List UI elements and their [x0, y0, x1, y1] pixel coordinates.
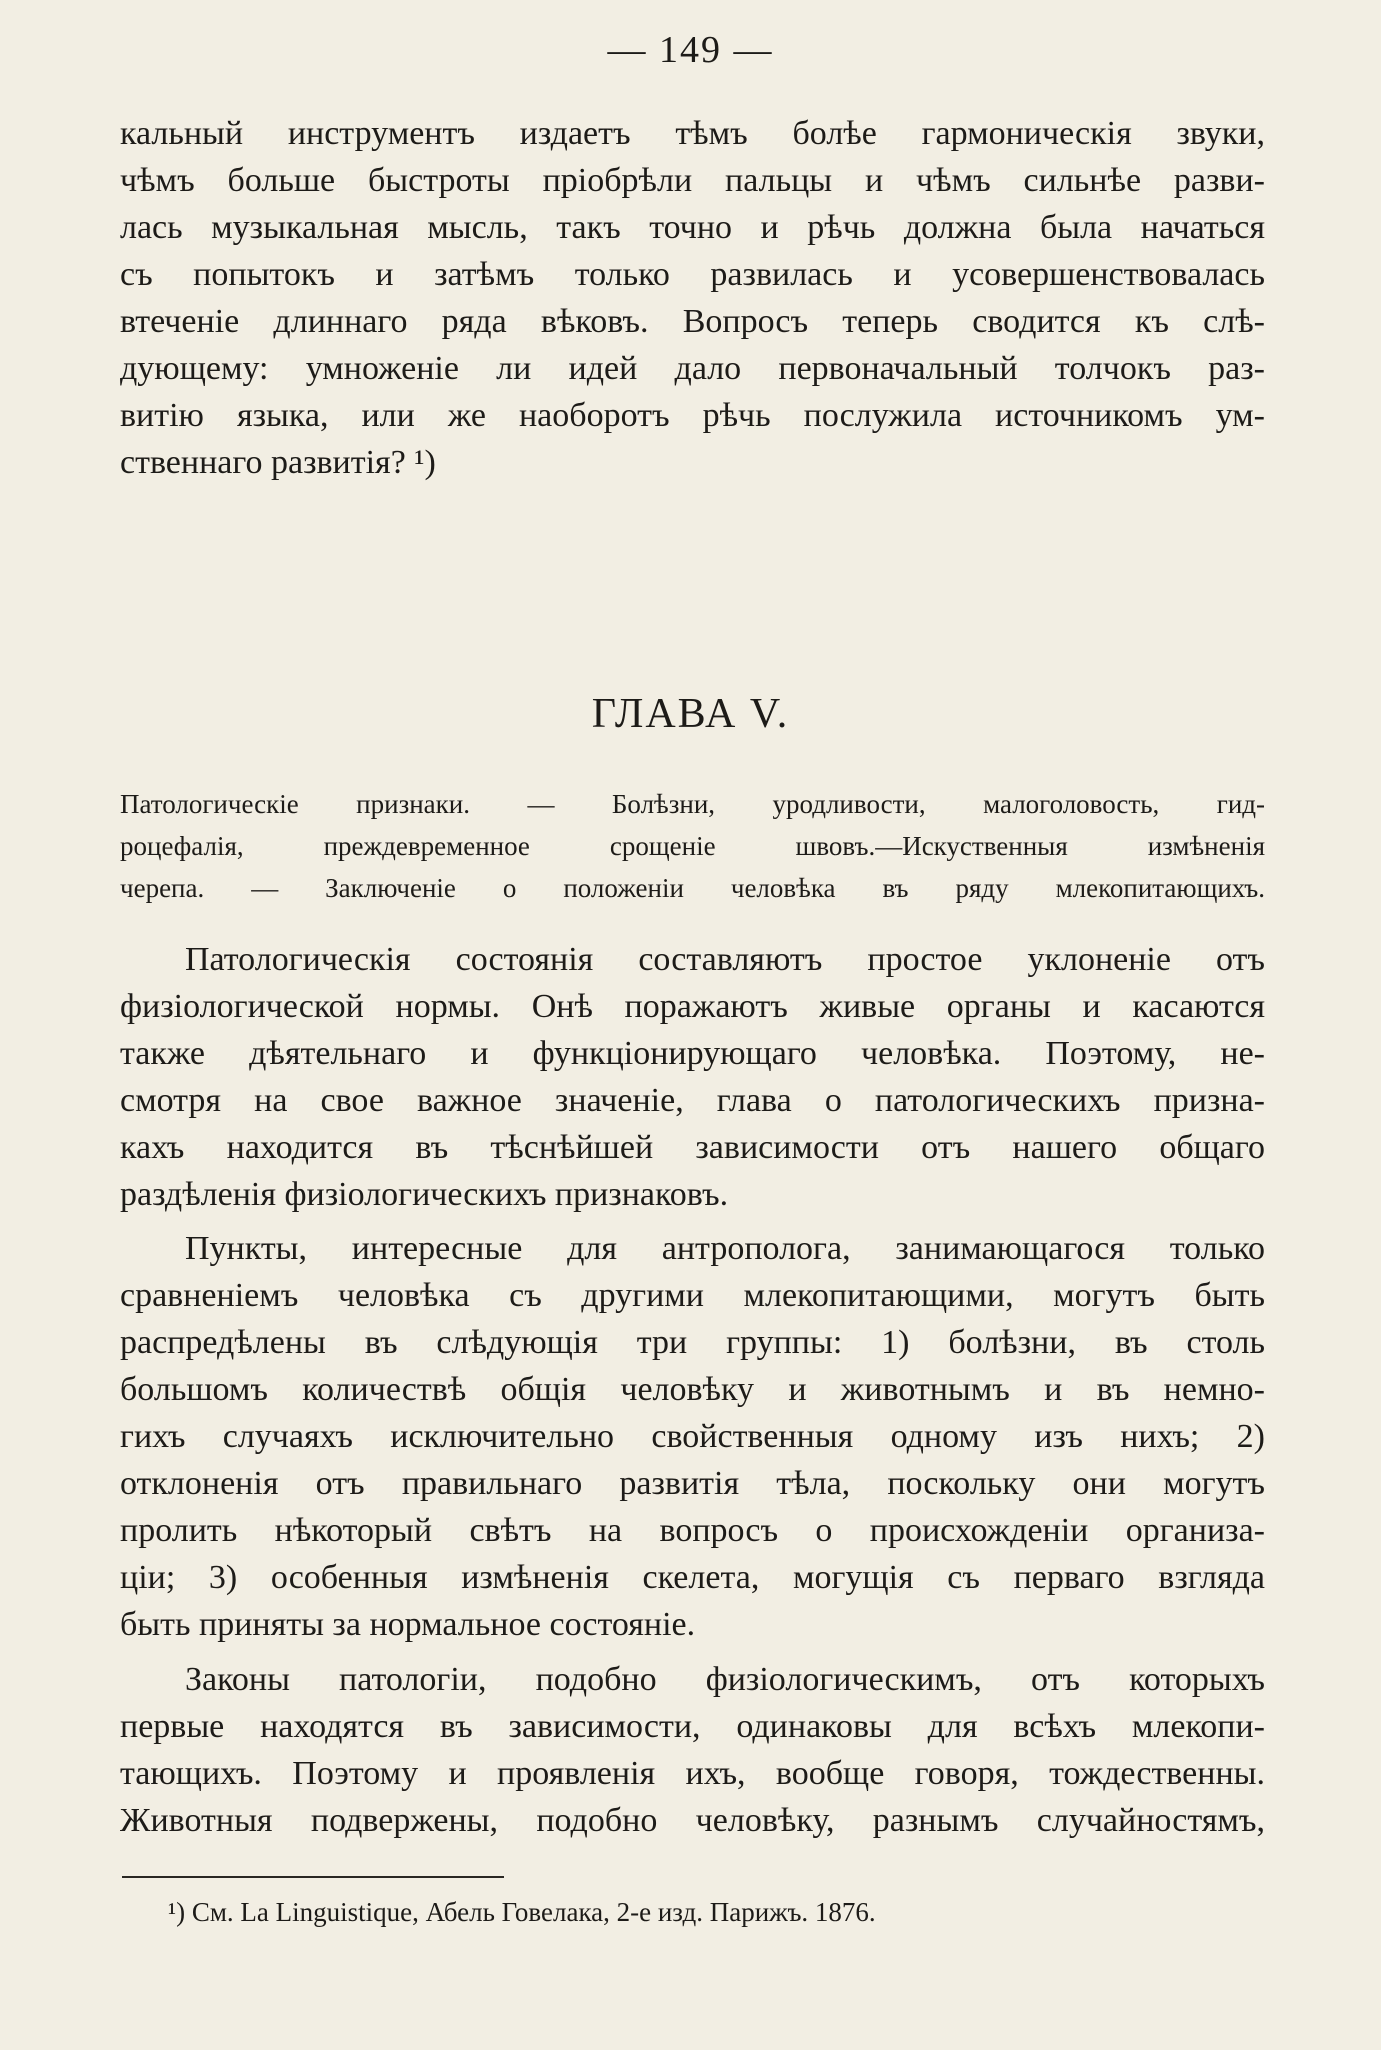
summary-line: черепа. — Заключеніе о положеніи человѣка въ ряду млекопитающихъ.	[120, 873, 1265, 903]
text-line: сравненіемъ человѣка съ другими млекопитающими, могутъ быть	[120, 1277, 1265, 1314]
text-line: кахъ находится въ тѣснѣйшей зависимости отъ нашего общаго	[120, 1129, 1265, 1166]
text-line: Пункты, интересные для антрополога, занимающагося только	[185, 1230, 1265, 1267]
summary-line: Патологическіе признаки. — Болѣзни, уродливости, малоголовость, гид-	[120, 789, 1265, 819]
text-line: распредѣлены въ слѣдующія три группы: 1) болѣзни, въ столь	[120, 1324, 1265, 1361]
text-line: Патологическія состоянія составляютъ простое уклоненіе отъ	[185, 941, 1265, 978]
text-line: тающихъ. Поэтому и проявленія ихъ, вообще говоря, тождественны.	[120, 1755, 1265, 1792]
paragraph-3	[120, 1656, 1265, 1844]
summary-line: роцефалія, преждевременное срощеніе швовъ.—Искуственныя измѣненія	[120, 831, 1265, 861]
page-number: — 149 —	[607, 29, 774, 71]
text-line: большомъ количествѣ общія человѣку и животнымъ и въ немно-	[120, 1371, 1265, 1408]
text-line: гихъ случаяхъ исключительно свойственныя одному изъ нихъ; 2)	[120, 1418, 1265, 1455]
text-line: смотря на свое важное значеніе, глава о патологическихъ призна-	[120, 1082, 1265, 1119]
text-line: Животныя подвержены, подобно человѣку, разнымъ случайностямъ,	[120, 1802, 1265, 1839]
text-line: физіологической нормы. Онѣ поражаютъ живые органы и касаются	[120, 988, 1265, 1025]
paragraph-2	[120, 1225, 1265, 1648]
text-line: пролить нѣкоторый свѣтъ на вопросъ о происхожденіи организа-	[120, 1512, 1265, 1549]
footnote: ¹) См. La Linguistique, Абель Говелака, 2-е изд. Парижъ. 1876.	[168, 1897, 876, 1927]
chapter-title: ГЛАВА V.	[591, 691, 790, 737]
text-line: раздѣленія физіологическихъ признаковъ.	[120, 1176, 729, 1213]
text-line: ственнаго развитія? ¹)	[120, 444, 436, 481]
text-line: втеченіе длиннаго ряда вѣковъ. Вопросъ теперь сводится къ слѣ-	[120, 303, 1265, 340]
text-line: Законы патологіи, подобно физіологическимъ, отъ которыхъ	[185, 1661, 1265, 1698]
paragraph-1	[120, 936, 1265, 1218]
text-line: витію языка, или же наоборотъ рѣчь послужила источникомъ ум-	[120, 397, 1265, 434]
continuation-paragraph	[120, 110, 1265, 486]
text-line: быть приняты за нормальное состояніе.	[120, 1606, 696, 1643]
text-line: первые находятся въ зависимости, одинаковы для всѣхъ млекопи-	[120, 1708, 1265, 1745]
text-line: лась музыкальная мысль, такъ точно и рѣчь должна была начаться	[120, 209, 1265, 246]
text-line: дующему: умноженіе ли идей дало первоначальный толчокъ раз-	[120, 350, 1265, 387]
text-line: кальный инструментъ издаетъ тѣмъ болѣе гармоническія звуки,	[120, 115, 1265, 152]
text-line: также дѣятельнаго и функціонирующаго человѣка. Поэтому, не-	[120, 1035, 1265, 1072]
text-line: чѣмъ больше быстроты пріобрѣли пальцы и чѣмъ сильнѣе разви-	[120, 162, 1265, 199]
text-line: ціи; 3) особенныя измѣненія скелета, могущія съ перваго взгляда	[120, 1559, 1265, 1596]
chapter-summary	[120, 783, 1265, 909]
footnote-rule	[122, 1876, 504, 1878]
text-line: съ попытокъ и затѣмъ только развилась и усовершенствовалась	[120, 256, 1265, 293]
text-line: отклоненія отъ правильнаго развитія тѣла, поскольку они могутъ	[120, 1465, 1265, 1502]
